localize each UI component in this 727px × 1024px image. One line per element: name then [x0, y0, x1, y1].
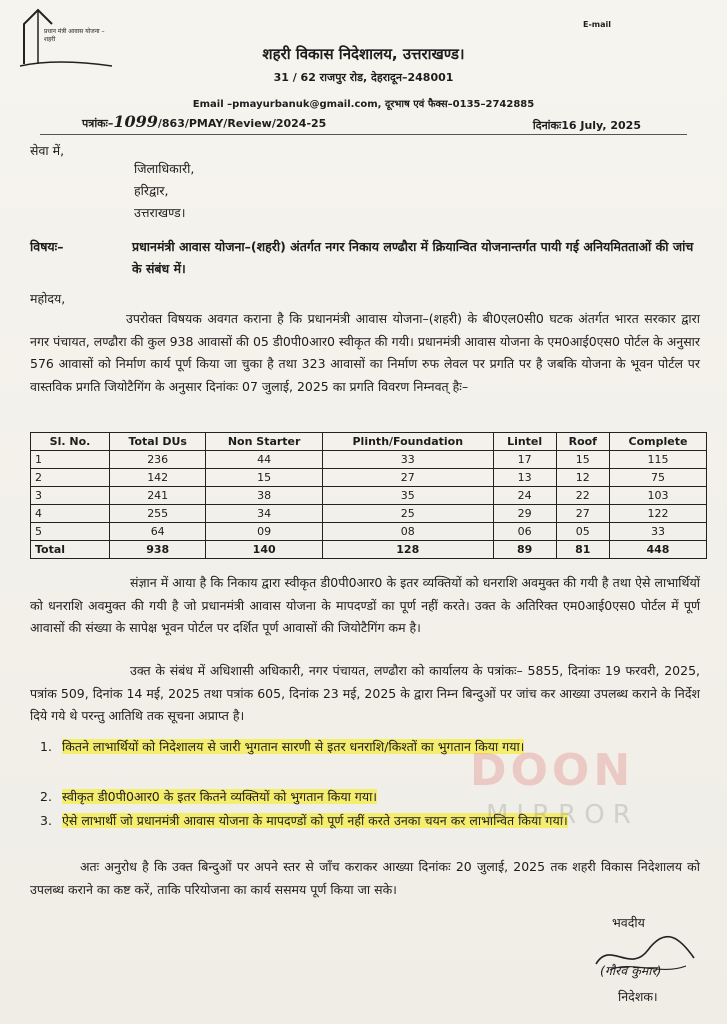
- cell: 122: [609, 505, 706, 523]
- greeting: महोदय,: [30, 291, 66, 306]
- cell: 142: [110, 469, 206, 487]
- table-row: [31, 487, 707, 505]
- cell: 12: [556, 469, 609, 487]
- cell: 33: [322, 451, 493, 469]
- point-text: कितने लाभार्थियों को निदेशालय से जारी भुगतान सारणी से इतर धनराशि/किश्तों का भुगतान किया गया।: [62, 739, 525, 754]
- cell: 06: [493, 523, 556, 541]
- col-complete: Complete: [609, 433, 706, 451]
- cell: 27: [556, 505, 609, 523]
- email-tag: E-mail: [582, 20, 611, 29]
- cell: 25: [322, 505, 493, 523]
- table-row: [31, 469, 707, 487]
- cell: 22: [556, 487, 609, 505]
- point-number: 2.: [40, 789, 52, 804]
- office-address: 31 / 62 राजपुर रोड, देहरादून–248001: [273, 71, 454, 84]
- cell: 3: [31, 487, 110, 505]
- cell: 128: [322, 541, 493, 559]
- addressee-line-2: हरिद्वार,: [134, 183, 169, 198]
- table-row: [31, 523, 707, 541]
- cell: 27: [322, 469, 493, 487]
- cell: 38: [206, 487, 323, 505]
- cell: 255: [110, 505, 206, 523]
- col-plinth: Plinth/Foundation: [322, 433, 493, 451]
- addressee-line-3: उत्तराखण्ड।: [134, 205, 186, 220]
- watermark-logo: DOON: [470, 745, 635, 796]
- date-label: दिनांकः: [532, 119, 562, 132]
- point-number: 3.: [40, 813, 52, 828]
- letter-number-prefix: पत्रांकः–: [82, 117, 114, 130]
- col-total-dus: Total DUs: [110, 433, 206, 451]
- paragraph-directions: उक्त के संबंध में अधिशासी अधिकारी, नगर पंचायत, लण्ढौरा को कार्यालय के पत्रांकः– 5855, दिनांकः 19 फरवरी, 2025, पत्रांक 509, दिनांक 14 मई, 2025 तथा पत्रांक 605, दिनांक 23 मई, 2025 के द्वारा निम्न बिन्दुओं पर जांच कर आख्या उपलब्ध कराने के निर्देश दिये गये थे परन्तु आतिथि तक सूचना अप्राप्त है।: [30, 663, 700, 723]
- cell: 35: [322, 487, 493, 505]
- cell: 103: [609, 487, 706, 505]
- signatory-designation: निदेशक।: [618, 989, 658, 1004]
- office-title: शहरी विकास निदेशालय, उत्तराखण्ड।: [262, 45, 465, 63]
- cell: 241: [110, 487, 206, 505]
- cell: 81: [556, 541, 609, 559]
- subject-label: विषयः–: [30, 239, 64, 254]
- table-header-row: [31, 433, 707, 451]
- signatory-name: (गौरव कुमार): [600, 963, 662, 978]
- office-contact: Email –pmayurbanuk@gmail.com, दूरभाष एवं फैक्स–0135–2742885: [192, 99, 535, 110]
- cell: 448: [609, 541, 706, 559]
- cell: 1: [31, 451, 110, 469]
- header-divider: [40, 134, 687, 135]
- cell: 05: [556, 523, 609, 541]
- table-row: [31, 505, 707, 523]
- closing-yours: भवदीय: [612, 915, 645, 930]
- cell: 24: [493, 487, 556, 505]
- logo-caption: प्रधान मंत्री आवास योजना – शहरी: [44, 28, 105, 43]
- cell: 140: [206, 541, 323, 559]
- col-lintel: Lintel: [493, 433, 556, 451]
- col-sl-no: Sl. No.: [31, 433, 110, 451]
- cell: 115: [609, 451, 706, 469]
- letter-number-handwritten: 1099: [113, 112, 158, 131]
- cell: 5: [31, 523, 110, 541]
- date-value: 16 July, 2025: [561, 119, 641, 132]
- col-non-starter: Non Starter: [206, 433, 323, 451]
- cell: 64: [110, 523, 206, 541]
- cell: 13: [493, 469, 556, 487]
- point-number: 1.: [40, 739, 52, 754]
- salutation: सेवा में,: [30, 143, 65, 158]
- cell: 34: [206, 505, 323, 523]
- cell: 08: [322, 523, 493, 541]
- cell: 89: [493, 541, 556, 559]
- point-text: स्वीकृत डी0पी0आर0 के इतर कितने व्यक्तियों को भुगतान किया गया।: [62, 789, 378, 804]
- cell: 15: [556, 451, 609, 469]
- cell: 17: [493, 451, 556, 469]
- cell: 4: [31, 505, 110, 523]
- subject-text: प्रधानमंत्री आवास योजना–(शहरी) अंतर्गत नगर निकाय लण्ढौरा में क्रियान्वित योजनान्तर्गत पायी गई अनियमितताओं की जांच के संबंध में।: [132, 239, 694, 276]
- letter-reference: /863/PMAY/Review/2024-25: [157, 117, 327, 130]
- table-total-row: [31, 541, 707, 559]
- watermark-text: MIRROR: [486, 800, 639, 830]
- paragraph-request: अतः अनुरोध है कि उक्त बिन्दुओं पर अपने स्तर से जाँच कराकर आख्या दिनांकः 20 जुलाई, 2025 तक शहरी विकास निदेशालय को उपलब्ध कराने का कष्ट करें, ताकि परियोजना का कार्य ससमय पूर्ण किया जा सके।: [30, 859, 700, 897]
- addressee-line-1: जिलाधिकारी,: [134, 161, 195, 176]
- letter-date: [533, 118, 641, 133]
- cell: 2: [31, 469, 110, 487]
- cell: Total: [31, 541, 110, 559]
- cell: 236: [110, 451, 206, 469]
- cell: 938: [110, 541, 206, 559]
- cell: 29: [493, 505, 556, 523]
- cell: 15: [206, 469, 323, 487]
- table-row: [31, 451, 707, 469]
- point-text: ऐसे लाभार्थी जो प्रधानमंत्री आवास योजना के मापदण्डों को पूर्ण नहीं करते उनका चयन कर लाभान्वित किया गया।: [62, 813, 568, 828]
- paragraph-findings: संज्ञान में आया है कि निकाय द्वारा स्वीकृत डी0पी0आर0 के इतर व्यक्तियों को धनराशि अवमुक्त की गयी है तथा ऐसे लाभार्थियों को धनराशि अवमुक्त की गयी है जो प्रधानमंत्री आवास योजना के मापदण्डों का पूर्ण नहीं करते। उक्त के अतिरिक्त एम0आई0एस0 पोर्टल में पूर्ण आवासों की संख्या के सापेक्ष भूवन पोर्टल पर दर्शित पूर्ण आवासों की जियोटैगिंग कम है।: [30, 575, 700, 635]
- paragraph-progress: उपरोक्त विषयक अवगत कराना है कि प्रधानमंत्री आवास योजना–(शहरी) के बी0एल0सी0 घटक अंतर्गत भारत सरकार द्वारा नगर पंचायत, लण्ढौरा की कुल 938 आवासों की 05 डी0पी0आर0 स्वीकृत की गयी। प्रधानमंत्री आवास योजना के एम0आई0एस0 पोर्टल के अनुसार 576 आवासों को निर्माण कार्य पूर्ण किया जा चुका है तथा 323 आवासों का निर्माण रुफ लेवल पर प्रगति पर है जबकि योजना के भूवन पोर्टल पर वास्तविक प्रगति जियोटैगिंग के अनुसार दिनांकः 07 जुलाई, 2025 का प्रगति विवरण निम्नवत् हैः–: [30, 311, 700, 394]
- cell: 09: [206, 523, 323, 541]
- letter-number: [82, 112, 326, 131]
- col-roof: Roof: [556, 433, 609, 451]
- cell: 75: [609, 469, 706, 487]
- cell: 44: [206, 451, 323, 469]
- cell: 33: [609, 523, 706, 541]
- progress-table: [30, 432, 707, 559]
